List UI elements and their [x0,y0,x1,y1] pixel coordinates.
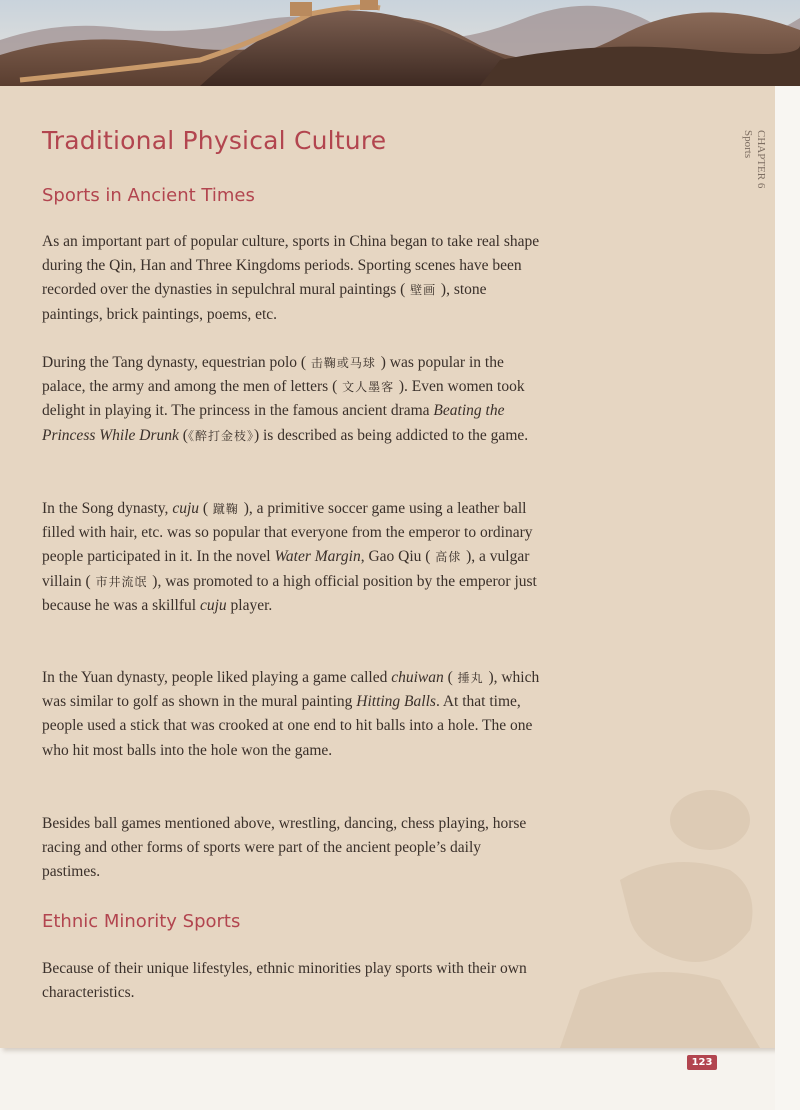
great-wall-banner [0,0,800,86]
chapter-topic: Sports [742,130,754,159]
chapter-tab [741,130,767,188]
paragraph-pastimes: Besides ball games mentioned above, wrestling, dancing, chess playing, horse racing and other forms of sports were part of the ancient people’s daily pastimes. [42,815,527,881]
paragraph-yuan: In the Yuan dynasty, people liked playing a game called chuiwan ( 捶丸 ), which was similar to golf as shown in the mural painting Hitting Balls. At that time, people used a stick that was crooked at one end to hit balls into a hole. The one who hit most balls into the hole won the game. [42,669,540,759]
page-number-badge: 123 [687,1055,717,1070]
faded-illustration [560,760,775,1048]
page-title: Traditional Physical Culture [42,126,387,155]
paragraph-minority: Because of their unique lifestyles, ethnic minorities play sports with their own characteristics. [42,960,527,1002]
paragraph-ancient-1: As an important part of popular culture, sports in China began to take real shape during the Qin, Han and Three Kingdoms periods. Sporting scenes have been recorded over the dynasties in sepulchral mural paintings ( 壁画 ), stone paintings, brick paintings, poems, etc. [42,233,540,323]
paragraph-song: In the Song dynasty, cuju ( 蹴鞠 ), a primitive soccer game using a leather ball filled with hair, etc. was so popular that everyone from the emperor to ordinary people participated in it. In the novel Water Margin, Gao Qiu ( 高俅 ), a vulgar villain ( 市井流氓 ), was promoted to a high official position by the emperor just because he was a skillful cuju player. [42,500,537,614]
paragraph-tang: During the Tang dynasty, equestrian polo ( 击鞠或马球 ) was popular in the palace, the army and among the men of letters ( 文人墨客 ). Even women took delight in playing it. The princess in the famous ancient drama Beating the Princess While Drunk (《醉打金枝》) is described as being addicted to the game. [42,354,529,444]
section-heading-ancient: Sports in Ancient Times [42,185,255,206]
chapter-label: CHAPTER 6 [755,130,767,189]
section-heading-minority: Ethnic Minority Sports [42,911,241,932]
page-margin [775,86,800,1110]
